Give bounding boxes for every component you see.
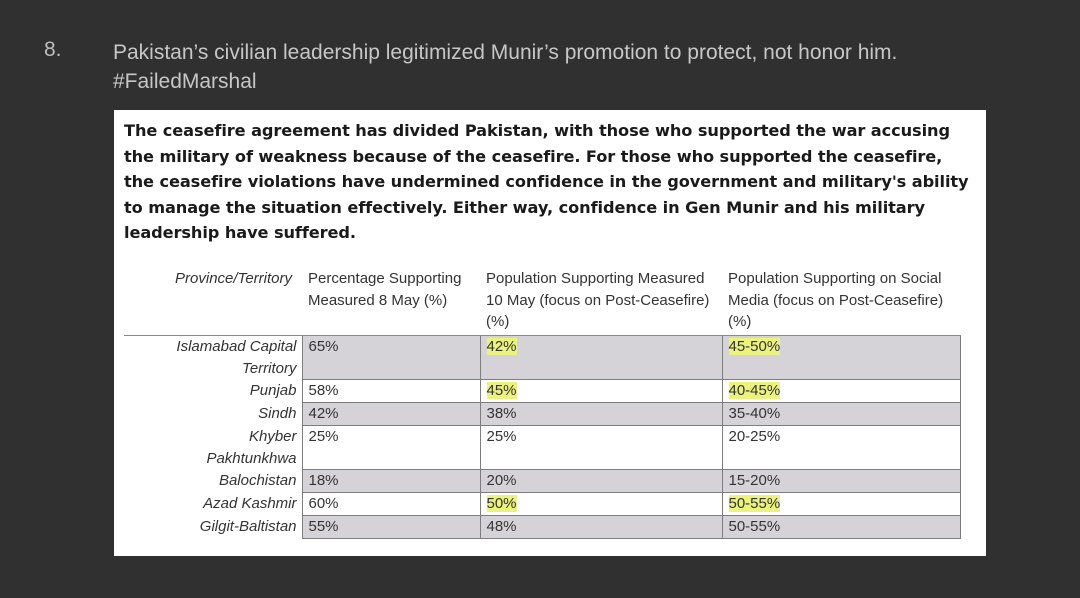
list-item-number: 8.	[44, 38, 62, 61]
embedded-image-card	[114, 110, 986, 556]
table-row	[124, 403, 960, 426]
may8-cell: 18%	[302, 470, 480, 493]
summary-paragraph: The ceasefire agreement has divided Pakistan, with those who supported the war accusing the military of weakness because of the ceasefire. For those who supported the ceasefire, the ceasefire violations have undermined confidence in the government and military's ability to manage the situation effectively. Either way, confidence in Gen Munir and his military leadership have suffered.	[124, 121, 969, 242]
may8-cell: 42%	[302, 403, 480, 426]
table-row	[124, 470, 960, 493]
header-may10: Population Supporting Measured 10 May (focus on Post-Ceasefire) (%)	[480, 268, 722, 335]
may8-cell: 25%	[302, 426, 480, 470]
may8-cell: 60%	[302, 493, 480, 516]
table-row	[124, 516, 960, 539]
highlighted-value: 50%	[486, 495, 517, 512]
may10-cell: 48%	[480, 516, 722, 539]
support-table	[124, 268, 961, 539]
post-text: Pakistan’s civilian leadership legitimized Munir’s promotion to protect, not honor him. #FailedMarshal	[113, 41, 898, 93]
header-social: Population Supporting on Social Media (focus on Post-Ceasefire) (%)	[722, 268, 960, 335]
social-cell: 35-40%	[722, 403, 960, 426]
province-cell: Gilgit-Baltistan	[124, 516, 302, 539]
social-cell: 20-25%	[722, 426, 960, 470]
social-cell	[722, 493, 960, 516]
province-cell: Azad Kashmir	[124, 493, 302, 516]
highlighted-value: 42%	[486, 337, 517, 355]
highlighted-value: 40-45%	[728, 382, 781, 399]
province-cell: Khyber Pakhtunkhwa	[124, 426, 302, 470]
province-cell: Islamabad Capital Territory	[124, 335, 302, 380]
table-row	[124, 426, 960, 470]
may8-cell: 55%	[302, 516, 480, 539]
may10-cell	[480, 380, 722, 403]
may10-cell: 25%	[480, 426, 722, 470]
social-cell	[722, 335, 960, 380]
may10-cell: 38%	[480, 403, 722, 426]
table-row	[124, 380, 960, 403]
highlighted-value: 45-50%	[728, 337, 781, 355]
highlighted-value: 50-55%	[728, 495, 781, 512]
highlighted-value: 45%	[486, 382, 517, 399]
social-cell: 15-20%	[722, 470, 960, 493]
may8-cell: 65%	[302, 335, 480, 380]
may8-cell: 58%	[302, 380, 480, 403]
social-cell	[722, 380, 960, 403]
province-cell: Punjab	[124, 380, 302, 403]
province-cell: Balochistan	[124, 470, 302, 493]
may10-cell	[480, 335, 722, 380]
may10-cell: 20%	[480, 470, 722, 493]
table-row	[124, 335, 960, 380]
header-may8: Percentage Supporting Measured 8 May (%)	[302, 268, 480, 335]
may10-cell	[480, 493, 722, 516]
header-province: Province/Territory	[124, 268, 302, 335]
province-cell: Sindh	[124, 403, 302, 426]
table-row	[124, 493, 960, 516]
social-cell: 50-55%	[722, 516, 960, 539]
table-header-row	[124, 268, 960, 335]
